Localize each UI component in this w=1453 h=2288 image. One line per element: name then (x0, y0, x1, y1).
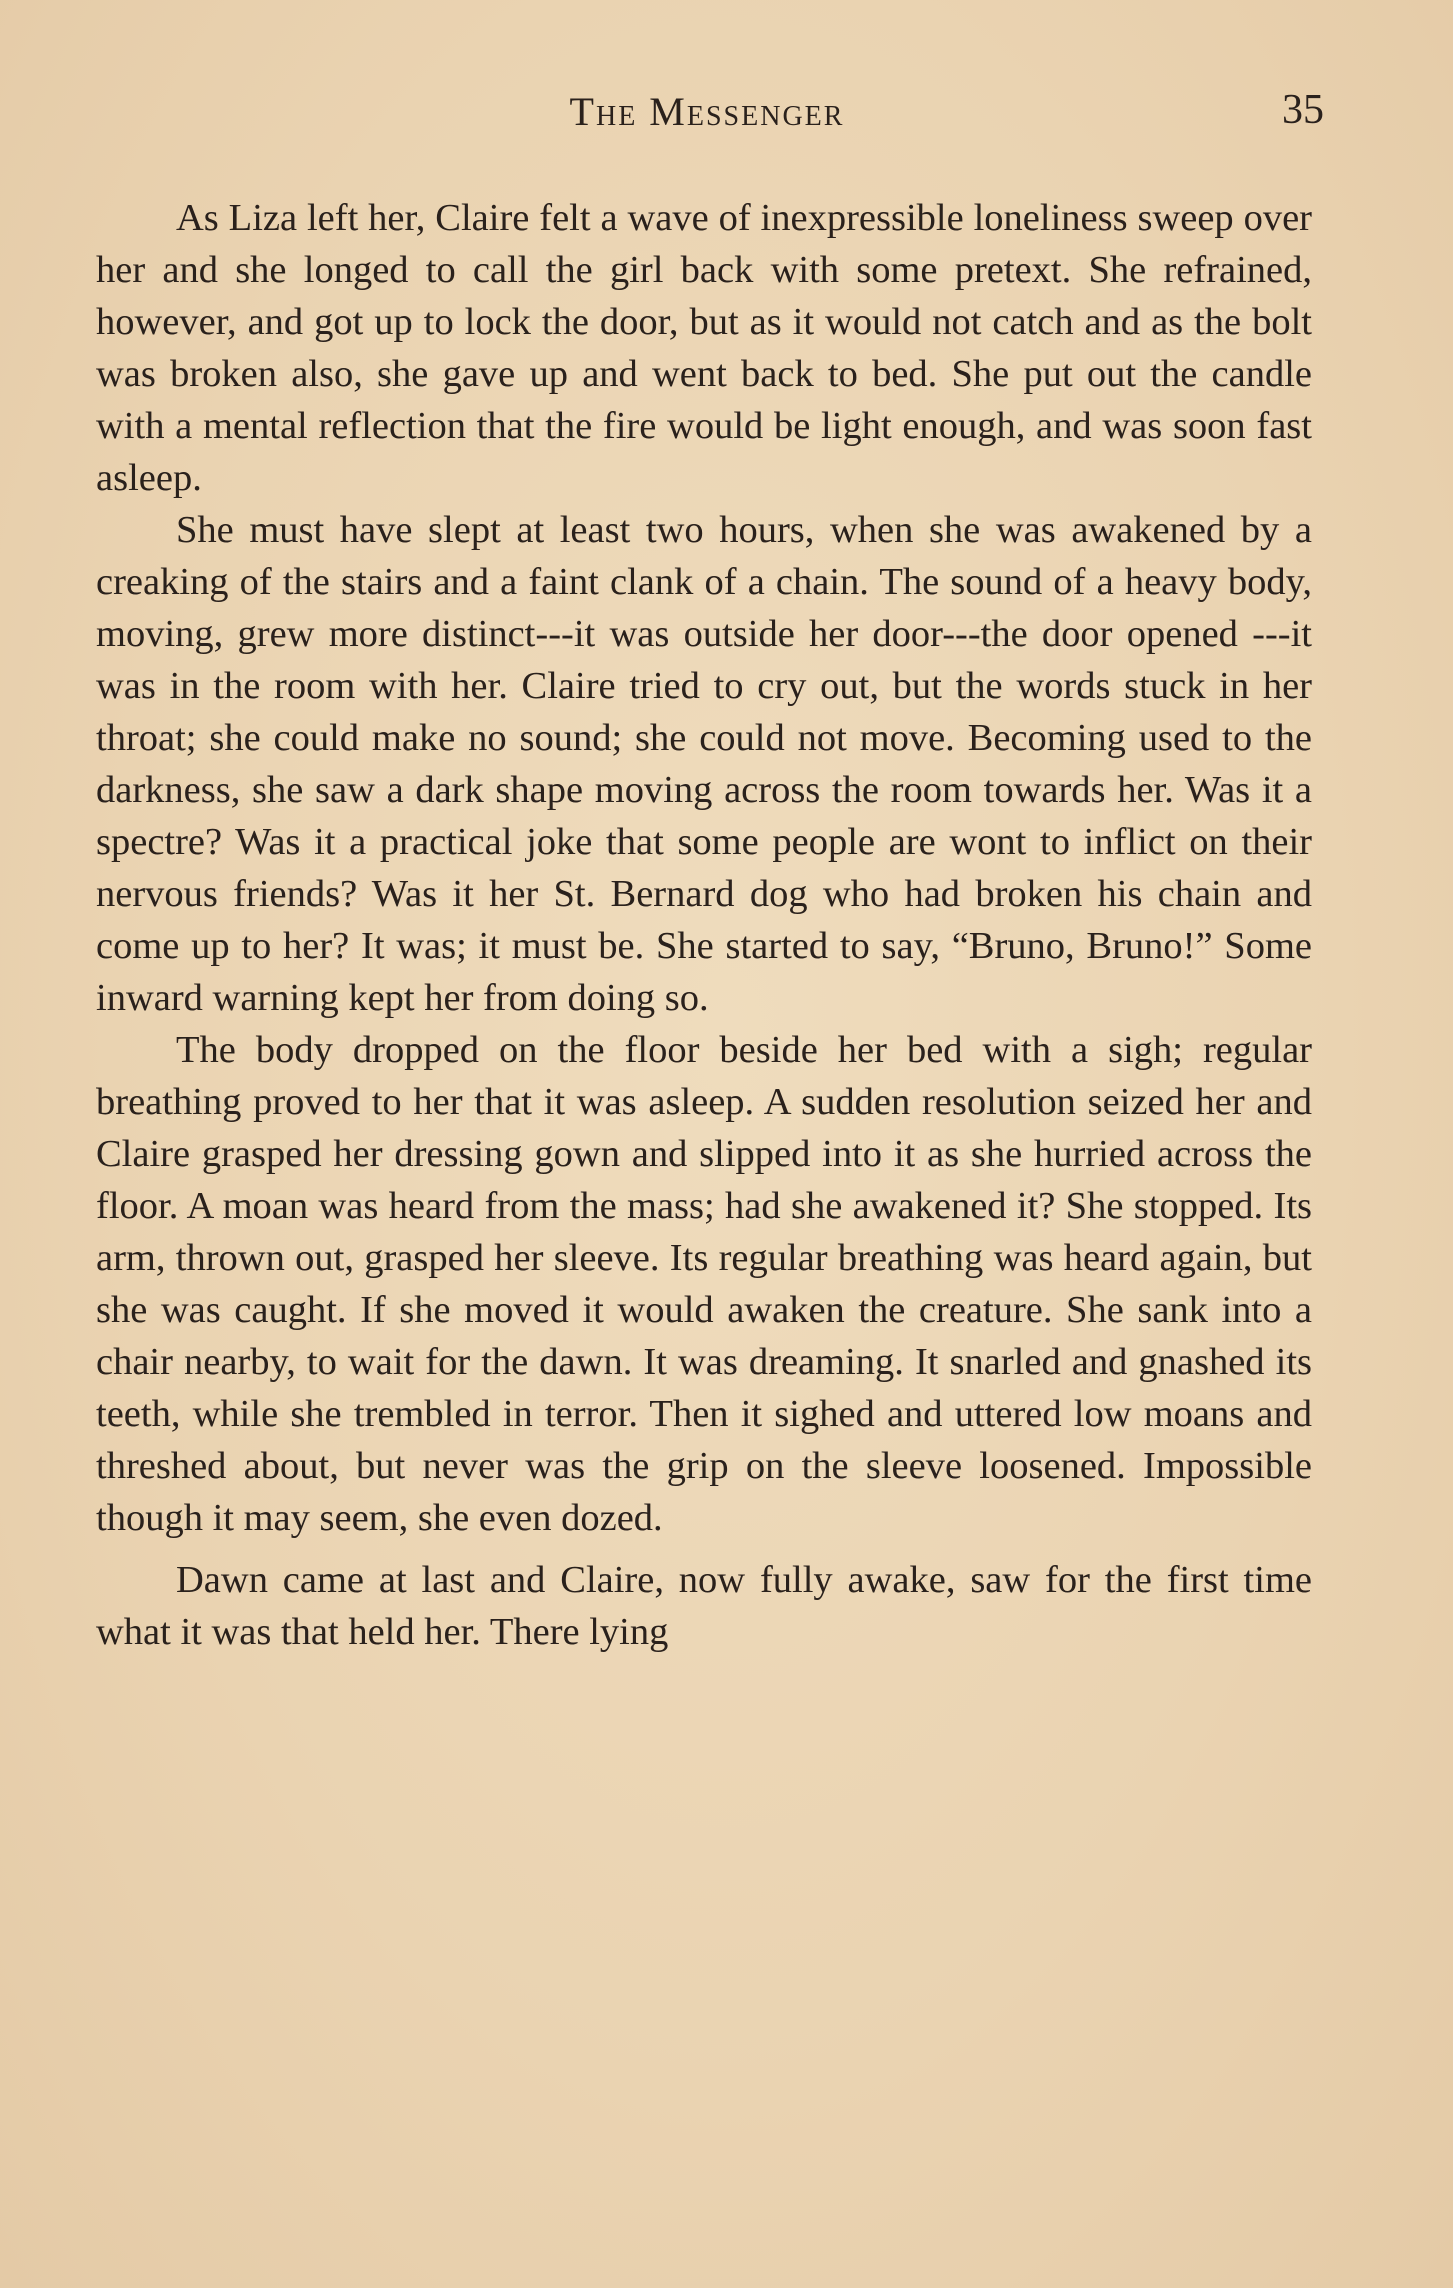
paragraph-2: She must have slept at least two hours, when she was awakened by a creaking of the stairs and a faint clank of a chain. The sound of a heavy body, moving, grew more distinct---it was outside her door---the door opened ---it was in the room with her. Claire tried to cry out, but the words stuck in her throat; she could make no sound; she could not move. Becoming used to the darkness, she saw a dark shape moving across the room towards her. Was it a spectre? Was it a practical joke that some people are wont to inflict on their nervous friends? Was it her St. Bernard dog who had broken his chain and come up to her? It was; it must be. She started to say, “Bruno, Bruno!” Some inward warning kept her from doing so. (96, 509, 1312, 1019)
paragraph-4: Dawn came at last and Claire, now fully awake, saw for the first time what it was that held her. There lying (96, 1559, 1312, 1653)
running-head (96, 87, 1324, 148)
page-number: 35 (1282, 87, 1324, 133)
body-text (96, 192, 1312, 1658)
running-title: The Messenger (569, 89, 845, 134)
paragraph-1: As Liza left her, Claire felt a wave of inexpressible loneliness sweep over her and she longed to call the girl back with some pretext. She refrained, however, and got up to lock the door, but as it would not catch and as the bolt was broken also, she gave up and went back to bed. She put out the candle with a mental reflection that the fire would be light enough, and was soon fast asleep. (96, 197, 1312, 499)
paragraph-3: The body dropped on the floor beside her bed with a sigh; regular breathing proved to her that it was asleep. A sudden resolution seized her and Claire grasped her dressing gown and slipped into it as she hurried across the floor. A moan was heard from the mass; had she awakened it? She stopped. Its arm, thrown out, grasped her sleeve. Its regular breathing was heard again, but she was caught. If she moved it would awaken the creature. She sank into a chair nearby, to wait for the dawn. It was dreaming. It snarled and gnashed its teeth, while she trembled in terror. Then it sighed and uttered low moans and threshed about, but never was the grip on the sleeve loosened. Impossible though it may seem, she even dozed. (96, 1029, 1312, 1539)
